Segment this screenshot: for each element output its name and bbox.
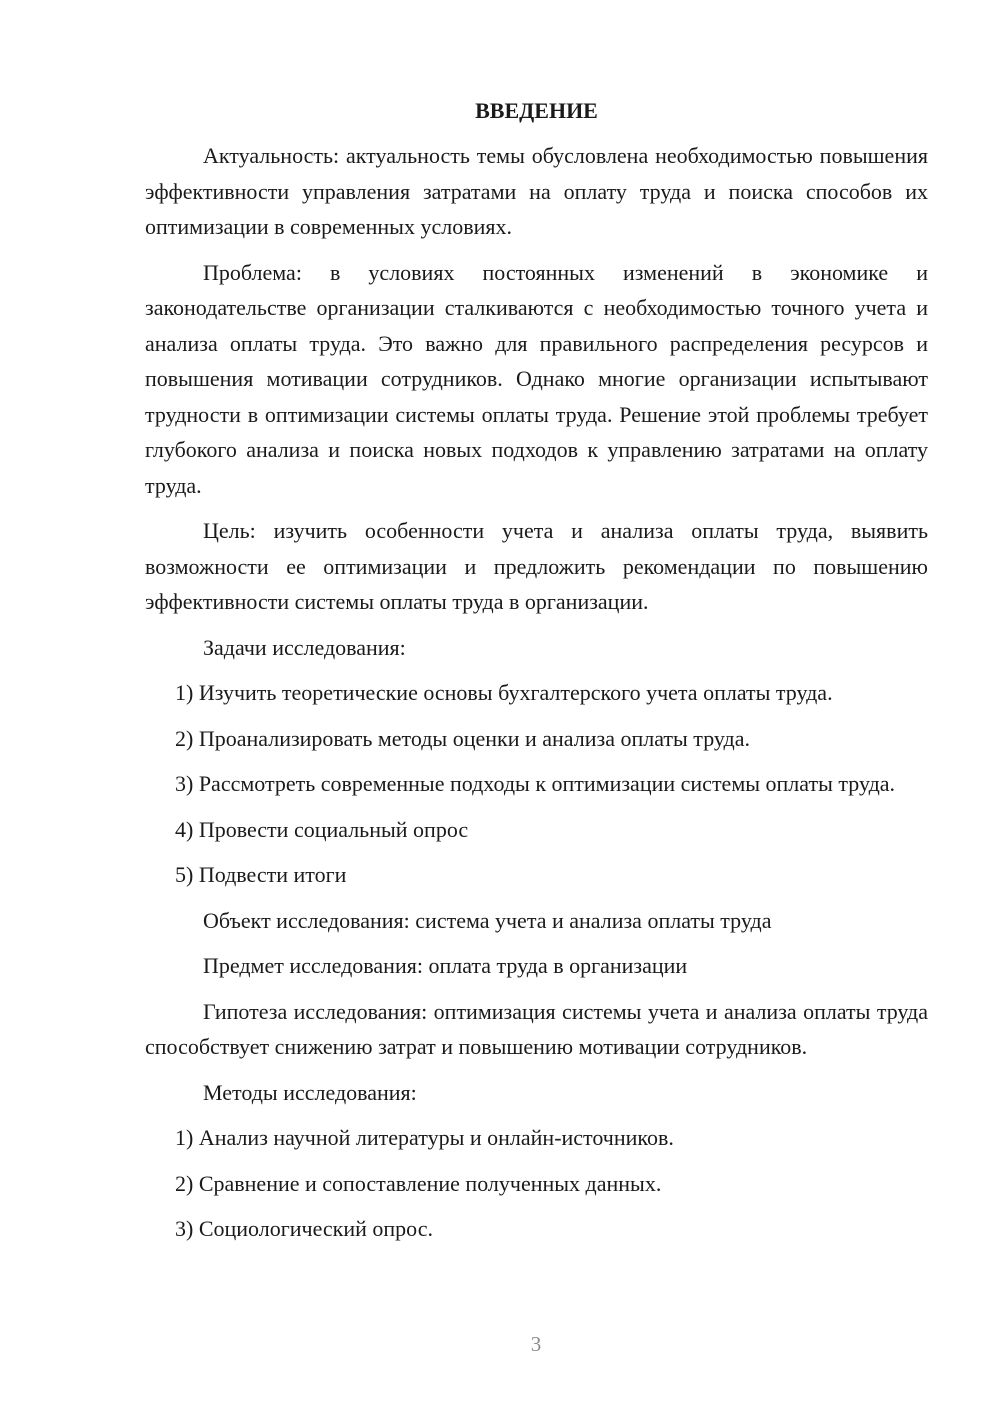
subject-paragraph: Предмет исследования: оплата труда в организации [203,953,688,978]
methods-title: Методы исследования: [203,1079,417,1105]
object-paragraph: Объект исследования: система учета и анализа оплаты труда [203,907,772,933]
hypothesis-paragraph: Гипотеза исследования: оптимизация системы учета и анализа оплаты труда способствует снижению затрат и повышению мотивации сотрудников. [145,998,928,1059]
section-heading: ВВЕДЕНИЕ [475,98,598,123]
task-item-2: 2) Проанализировать методы оценки и анализа оплаты труда. [175,725,750,751]
task-item-3: 3) Рассмотреть современные подходы к оптимизации системы оплаты труда. [175,771,896,796]
problem-paragraph: Проблема: в условиях постоянных изменений в экономике и законодательстве организации сталкиваются с необходимостью точного учета и анализа оплаты труда. Это важно для правильного распределения ресурсов и повышения мотивации сотрудников. Однако многие организации испытывают трудности в оптимизации системы оплаты труда. Решение этой проблемы требует глубокого анализа и поиска новых подходов к управлению затратами на оплату труда. [145,259,928,498]
task-item-5: 5) Подвести итоги [175,862,347,887]
method-item-3: 3) Социологический опрос. [175,1216,433,1241]
task-item-4: 4) Провести социальный опрос [175,816,469,842]
document-page [145,92,928,1257]
task-item-1: 1) Изучить теоретические основы бухгалтерского учета оплаты труда. [175,680,833,705]
tasks-title: Задачи исследования: [203,634,406,660]
relevance-paragraph: Актуальность: актуальность темы обусловлена необходимостью повышения эффективности управления затратами на оплату труда и поиска способов их оптимизации в современных условиях. [145,143,928,239]
goal-paragraph: Цель: изучить особенности учета и анализа оплаты труда, выявить возможности ее оптимизации и предложить рекомендации по повышению эффективности системы оплаты труда в организации. [145,518,928,614]
method-item-2: 2) Сравнение и сопоставление полученных данных. [175,1170,662,1196]
method-item-1: 1) Анализ научной литературы и онлайн-источников. [175,1125,674,1150]
page-number: 3 [530,1332,542,1356]
